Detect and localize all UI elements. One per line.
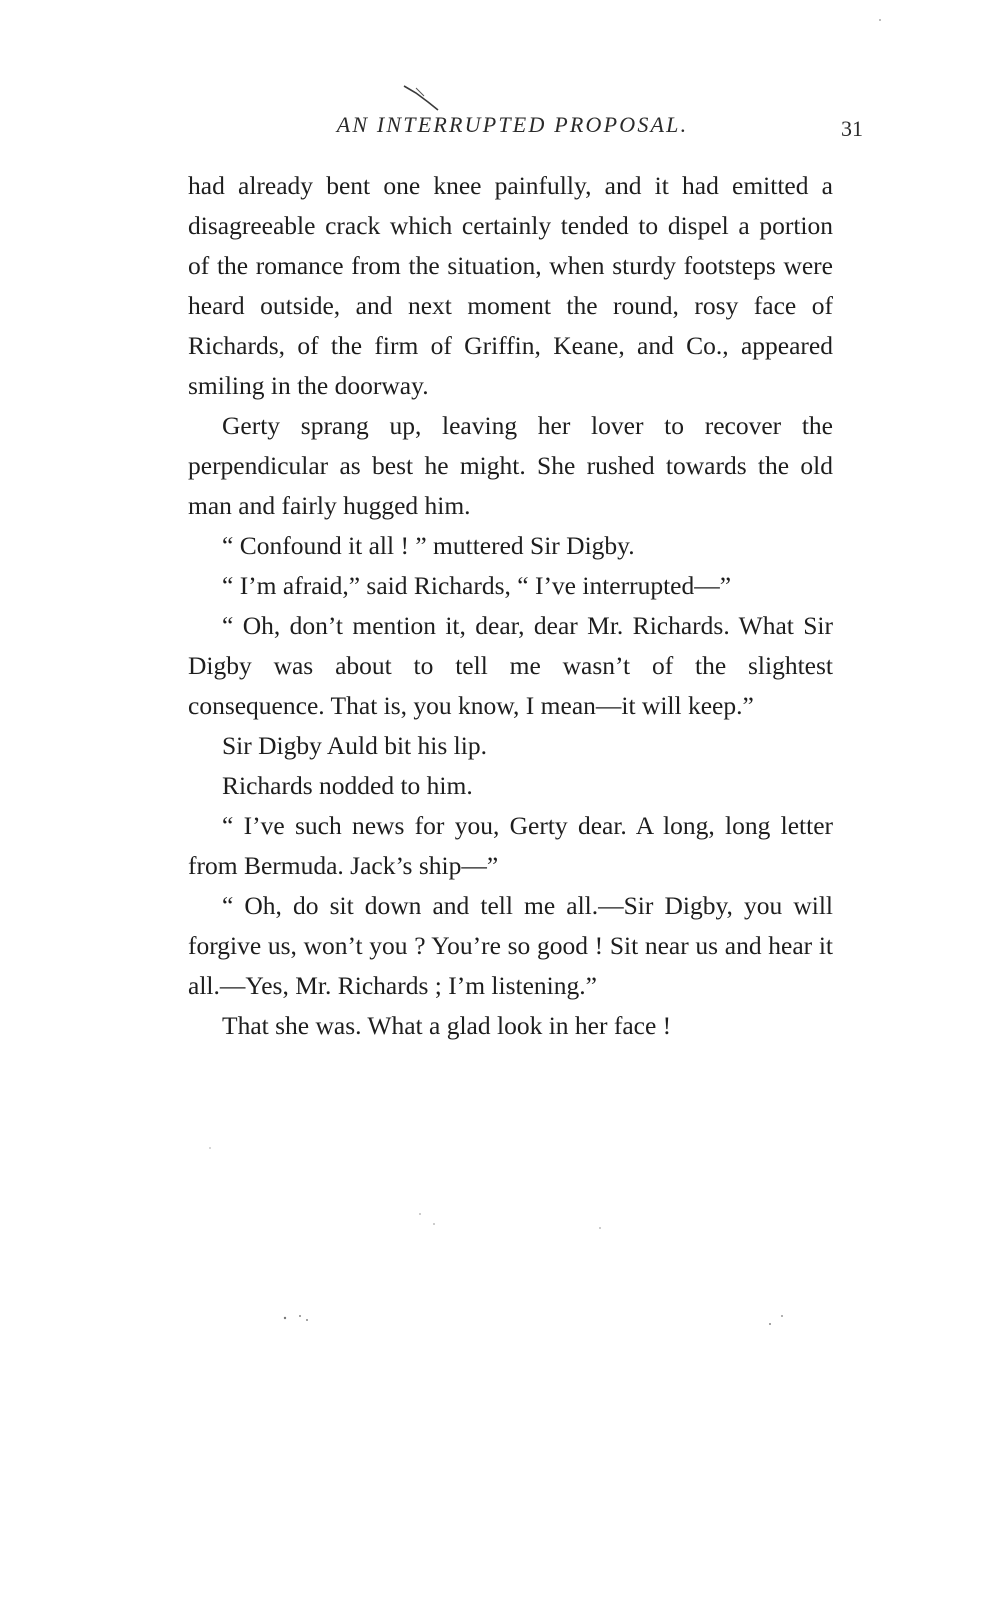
paragraph: Gerty sprang up, leaving her lover to recover the perpendicular as best he might. She rushed towards the old man and fairly hugged him. bbox=[188, 411, 833, 520]
running-title: AN INTERRUPTED PROPOSAL. bbox=[336, 112, 689, 137]
paragraph: had already bent one knee painfully, and it had emitted a disagreeable crack which certainly tended to dispel a portion of the romance from the situation, when sturdy footsteps were heard outside, and next moment the round, rosy face of Richards, of the firm of Griffin, Keane, and Co., appeared smiling in the doorway. bbox=[188, 171, 833, 400]
paragraph: Sir Digby Auld bit his lip. bbox=[222, 731, 487, 760]
body-text bbox=[188, 166, 833, 1046]
page-number: 31 bbox=[841, 116, 863, 141]
paragraph: “ I’m afraid,” said Richards, “ I’ve interrupted—” bbox=[222, 571, 732, 600]
paragraph: “ Oh, do sit down and tell me all.—Sir Digby, you will forgive us, won’t you ? You’re so good ! Sit near us and hear it all.—Yes, Mr. Richards ; I’m listening.” bbox=[188, 891, 833, 1000]
paragraph: Richards nodded to him. bbox=[222, 771, 473, 800]
running-head bbox=[190, 112, 863, 148]
paragraph: “ Oh, don’t mention it, dear, dear Mr. Richards. What Sir Digby was about to tell me wasn’t of the slightest consequence. That is, you know, I mean—it will keep.” bbox=[188, 611, 833, 720]
paragraph: “ I’ve such news for you, Gerty dear. A long, long letter from Bermuda. Jack’s ship—” bbox=[188, 811, 833, 880]
paragraph: That she was. What a glad look in her face ! bbox=[222, 1011, 672, 1040]
paragraph: “ Confound it all ! ” muttered Sir Digby. bbox=[222, 531, 635, 560]
